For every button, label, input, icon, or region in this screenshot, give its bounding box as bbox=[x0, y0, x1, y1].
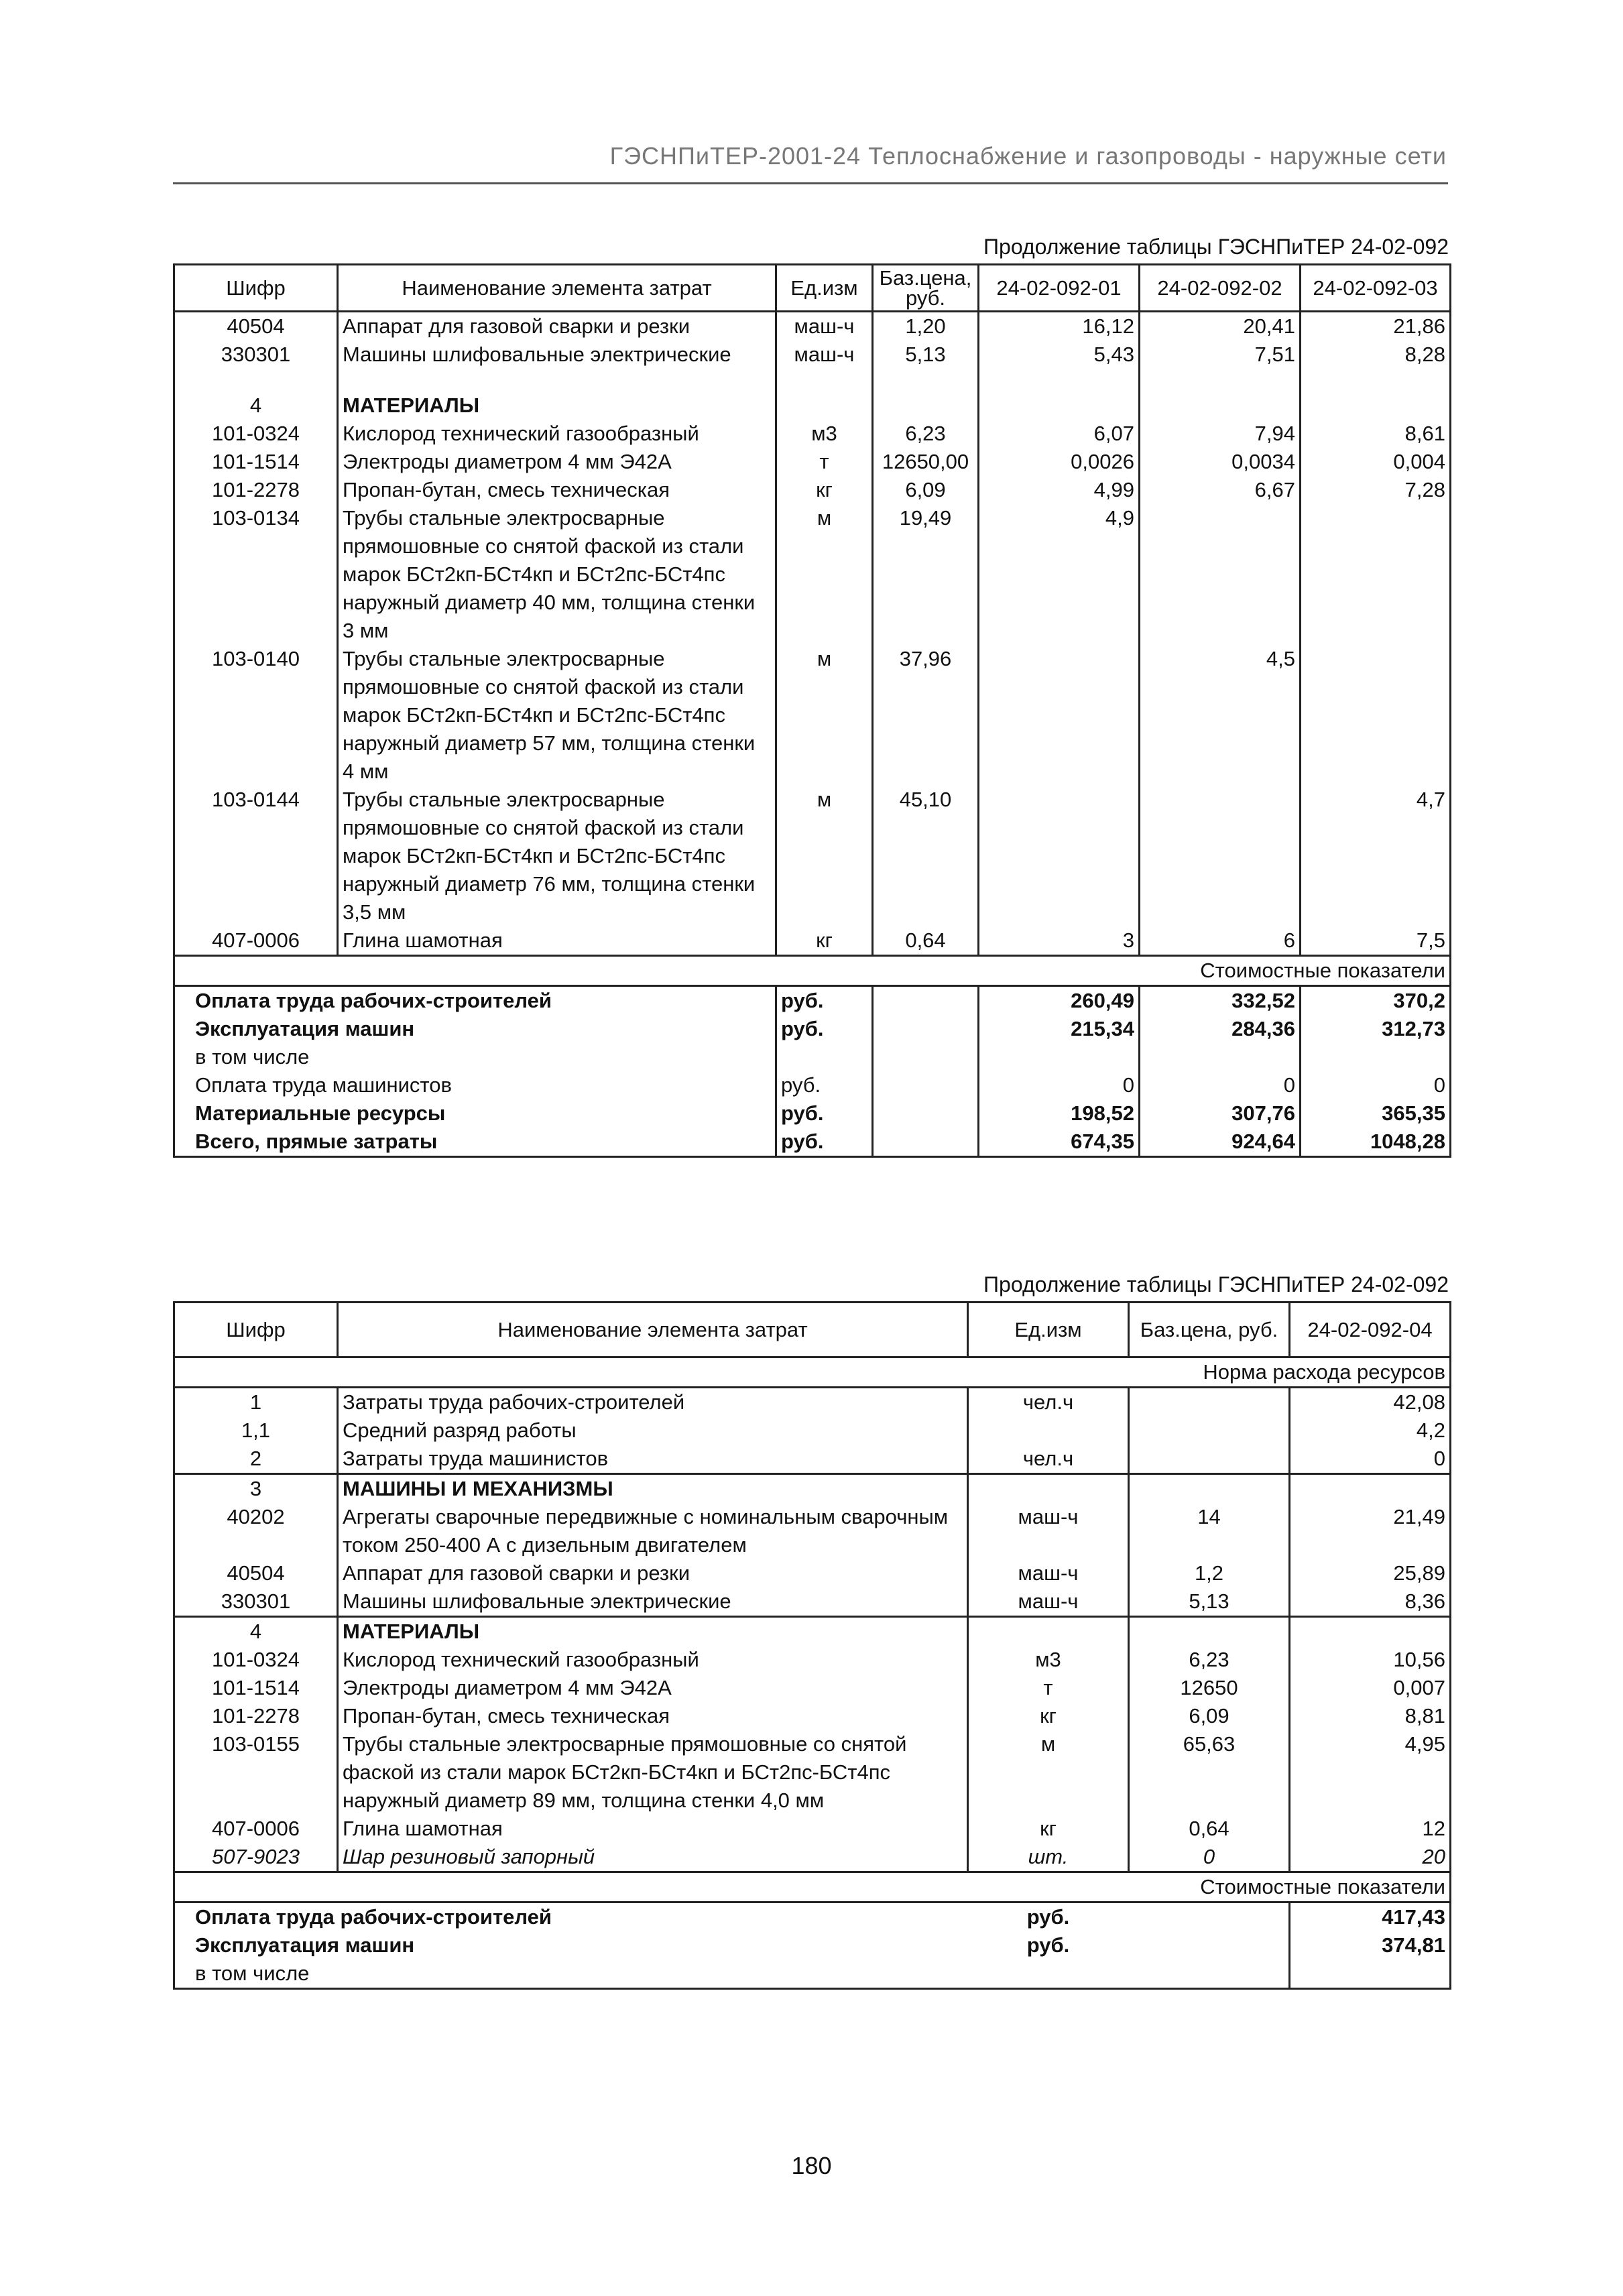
cost-unit: руб. bbox=[776, 1128, 873, 1157]
header-col1: 24-02-092-01 bbox=[979, 265, 1140, 312]
row-name: Средний разряд работы bbox=[338, 1416, 968, 1445]
spacer-row bbox=[174, 369, 1451, 391]
row-code: 2 bbox=[174, 1445, 338, 1474]
row-unit bbox=[968, 1416, 1129, 1445]
row-unit: м bbox=[776, 504, 873, 645]
row-code: 101-2278 bbox=[174, 1702, 338, 1730]
table-row bbox=[174, 1674, 1451, 1702]
cost-name: Оплата труда рабочих-строителей bbox=[174, 986, 776, 1016]
row-unit: т bbox=[968, 1674, 1129, 1702]
row-code: 101-0324 bbox=[174, 420, 338, 448]
section-title: МАТЕРИАЛЫ bbox=[338, 391, 776, 420]
cost-name: Всего, прямые затраты bbox=[174, 1128, 776, 1157]
row-value-01: 5,43 bbox=[979, 341, 1140, 369]
cost-unit bbox=[968, 1959, 1129, 1989]
cost-value-02: 0 bbox=[1140, 1071, 1301, 1099]
row-value-04: 0 bbox=[1290, 1445, 1451, 1474]
row-code: 101-0324 bbox=[174, 1646, 338, 1674]
row-price: 5,13 bbox=[1129, 1587, 1290, 1617]
cost-value-02: 924,64 bbox=[1140, 1128, 1301, 1157]
table-row bbox=[174, 1388, 1451, 1417]
row-unit: маш-ч bbox=[968, 1559, 1129, 1587]
row-value-02: 20,41 bbox=[1140, 312, 1301, 341]
table1-caption: Продолжение таблицы ГЭСНПиТЕР 24-02-092 bbox=[983, 235, 1449, 259]
row-value-04: 25,89 bbox=[1290, 1559, 1451, 1587]
table2-header-row bbox=[174, 1303, 1451, 1357]
row-name: Трубы стальные электросварные прямошовные со снятой фаской из стали марок БСт2кп-БСт4кп и БСт2пс-БСт4пс наружный диаметр 57 мм, толщина стенки 4 мм bbox=[338, 645, 776, 786]
cost-name: Эксплуатация машин bbox=[174, 1015, 776, 1043]
cost-name: Материальные ресурсы bbox=[174, 1099, 776, 1128]
cost-unit: руб. bbox=[776, 1099, 873, 1128]
row-unit: м3 bbox=[776, 420, 873, 448]
cost-row bbox=[174, 1959, 1451, 1989]
row-code: 103-0140 bbox=[174, 645, 338, 786]
table-row bbox=[174, 1843, 1451, 1872]
header-code: Шифр bbox=[174, 1303, 338, 1357]
row-price: 1,20 bbox=[873, 312, 979, 341]
cost-value-03: 365,35 bbox=[1301, 1099, 1451, 1128]
cost-row bbox=[174, 1043, 1451, 1071]
row-name: Трубы стальные электросварные прямошовные со снятой фаской из стали марок БСт2кп-БСт4кп и БСт2пс-БСт4пс наружный диаметр 40 мм, толщина стенки 3 мм bbox=[338, 504, 776, 645]
row-price bbox=[1129, 1388, 1290, 1417]
table-row bbox=[174, 504, 1451, 645]
row-name: Глина шамотная bbox=[338, 1815, 968, 1843]
cost-value-04 bbox=[1290, 1959, 1451, 1989]
cost-name: в том числе bbox=[174, 1959, 968, 1989]
row-code: 101-2278 bbox=[174, 476, 338, 504]
row-code: 40504 bbox=[174, 312, 338, 341]
row-price: 0,64 bbox=[1129, 1815, 1290, 1843]
cost-value-03 bbox=[1301, 1043, 1451, 1071]
row-name: Кислород технический газообразный bbox=[338, 420, 776, 448]
row-price: 37,96 bbox=[873, 645, 979, 786]
table-row bbox=[174, 1815, 1451, 1843]
header-col4: 24-02-092-04 bbox=[1290, 1303, 1451, 1357]
row-unit: чел.ч bbox=[968, 1445, 1129, 1474]
row-value-02: 6 bbox=[1140, 926, 1301, 956]
row-price: 65,63 bbox=[1129, 1730, 1290, 1815]
cost-value-03: 312,73 bbox=[1301, 1015, 1451, 1043]
cost-value-01: 0 bbox=[979, 1071, 1140, 1099]
row-unit: м bbox=[776, 645, 873, 786]
cost-value-01: 674,35 bbox=[979, 1128, 1140, 1157]
row-unit: м bbox=[968, 1730, 1129, 1815]
table-row bbox=[174, 476, 1451, 504]
row-code: 330301 bbox=[174, 1587, 338, 1617]
row-name: Затраты труда машинистов bbox=[338, 1445, 968, 1474]
row-unit: кг bbox=[968, 1702, 1129, 1730]
row-name: Кислород технический газообразный bbox=[338, 1646, 968, 1674]
row-code: 330301 bbox=[174, 341, 338, 369]
row-value-04: 10,56 bbox=[1290, 1646, 1451, 1674]
section-code: 4 bbox=[174, 1617, 338, 1646]
norm-header: Норма расхода ресурсов bbox=[174, 1357, 1451, 1388]
row-name: Агрегаты сварочные передвижные с номинальным сварочным током 250-400 А с дизельным двигателем bbox=[338, 1503, 968, 1559]
table-row bbox=[174, 1730, 1451, 1815]
row-code: 507-9023 bbox=[174, 1843, 338, 1872]
row-code: 103-0134 bbox=[174, 504, 338, 645]
table-row bbox=[174, 786, 1451, 926]
table-row bbox=[174, 926, 1451, 956]
row-value-03 bbox=[1301, 504, 1451, 645]
row-price: 6,23 bbox=[1129, 1646, 1290, 1674]
cost-unit bbox=[776, 1043, 873, 1071]
section-row bbox=[174, 1474, 1451, 1504]
row-value-02: 7,51 bbox=[1140, 341, 1301, 369]
table2-caption: Продолжение таблицы ГЭСНПиТЕР 24-02-092 bbox=[983, 1272, 1449, 1296]
row-name: Машины шлифовальные электрические bbox=[338, 341, 776, 369]
cost-value-02 bbox=[1140, 1043, 1301, 1071]
row-code: 101-1514 bbox=[174, 1674, 338, 1702]
row-value-04: 20 bbox=[1290, 1843, 1451, 1872]
row-value-01: 3 bbox=[979, 926, 1140, 956]
row-unit: кг bbox=[776, 476, 873, 504]
row-price bbox=[1129, 1445, 1290, 1474]
row-value-01: 4,99 bbox=[979, 476, 1140, 504]
row-name: Пропан-бутан, смесь техническая bbox=[338, 1702, 968, 1730]
table-row bbox=[174, 1416, 1451, 1445]
row-value-03: 8,28 bbox=[1301, 341, 1451, 369]
cost-unit: руб. bbox=[776, 1071, 873, 1099]
row-value-03: 21,86 bbox=[1301, 312, 1451, 341]
table-row bbox=[174, 1503, 1451, 1559]
row-unit: м3 bbox=[968, 1646, 1129, 1674]
cost-value-03: 370,2 bbox=[1301, 986, 1451, 1016]
cost-unit: руб. bbox=[1026, 1933, 1070, 1957]
row-code: 40202 bbox=[174, 1503, 338, 1559]
cost-value-03: 1048,28 bbox=[1301, 1128, 1451, 1157]
row-name: Аппарат для газовой сварки и резки bbox=[338, 312, 776, 341]
table2 bbox=[173, 1301, 1451, 1990]
row-value-03: 0,004 bbox=[1301, 448, 1451, 476]
row-value-02: 4,5 bbox=[1140, 645, 1301, 786]
row-name: Электроды диаметром 4 мм Э42А bbox=[338, 448, 776, 476]
row-price: 12650,00 bbox=[873, 448, 979, 476]
row-value-02: 7,94 bbox=[1140, 420, 1301, 448]
cost-value-02: 307,76 bbox=[1140, 1099, 1301, 1128]
row-unit: м bbox=[776, 786, 873, 926]
row-price: 6,09 bbox=[1129, 1702, 1290, 1730]
cost-name: Эксплуатация машин bbox=[174, 1931, 968, 1959]
cost-row bbox=[174, 1015, 1451, 1043]
cost-row bbox=[174, 1128, 1451, 1157]
table-row bbox=[174, 1587, 1451, 1617]
row-price: 45,10 bbox=[873, 786, 979, 926]
row-price: 14 bbox=[1129, 1503, 1290, 1559]
row-code: 40504 bbox=[174, 1559, 338, 1587]
row-value-01: 16,12 bbox=[979, 312, 1140, 341]
cost-name: в том числе bbox=[174, 1043, 776, 1071]
row-name: Пропан-бутан, смесь техническая bbox=[338, 476, 776, 504]
row-code: 407-0006 bbox=[174, 926, 338, 956]
table-row bbox=[174, 1559, 1451, 1587]
cost-unit: руб. bbox=[776, 986, 873, 1016]
row-value-04: 21,49 bbox=[1290, 1503, 1451, 1559]
table-row bbox=[174, 448, 1451, 476]
row-value-02: 6,67 bbox=[1140, 476, 1301, 504]
header-col2: 24-02-092-02 bbox=[1140, 265, 1301, 312]
header-price: Баз.цена, руб. bbox=[1129, 1303, 1290, 1357]
row-unit: кг bbox=[776, 926, 873, 956]
row-code: 1,1 bbox=[174, 1416, 338, 1445]
row-value-01: 0,0026 bbox=[979, 448, 1140, 476]
table-row bbox=[174, 420, 1451, 448]
row-value-04: 8,36 bbox=[1290, 1587, 1451, 1617]
row-value-03: 7,5 bbox=[1301, 926, 1451, 956]
header-rule bbox=[173, 182, 1448, 184]
cost-header: Стоимостные показатели bbox=[174, 956, 1451, 986]
row-value-01: 4,9 bbox=[979, 504, 1140, 645]
row-value-04: 4,2 bbox=[1290, 1416, 1451, 1445]
cost-value-02: 332,52 bbox=[1140, 986, 1301, 1016]
row-value-03 bbox=[1301, 645, 1451, 786]
section-row bbox=[174, 391, 1451, 420]
row-code: 407-0006 bbox=[174, 1815, 338, 1843]
section-title: МАШИНЫ И МЕХАНИЗМЫ bbox=[338, 1474, 968, 1504]
row-code: 103-0155 bbox=[174, 1730, 338, 1815]
row-value-04: 4,95 bbox=[1290, 1730, 1451, 1815]
row-unit: маш-ч bbox=[776, 341, 873, 369]
row-value-03: 4,7 bbox=[1301, 786, 1451, 926]
cost-name: Оплата труда рабочих-строителей bbox=[174, 1902, 968, 1932]
cost-row bbox=[174, 1902, 1451, 1932]
row-price: 6,23 bbox=[873, 420, 979, 448]
cost-unit: руб. bbox=[776, 1015, 873, 1043]
row-unit: кг bbox=[968, 1815, 1129, 1843]
header-name: Наименование элемента затрат bbox=[338, 1303, 968, 1357]
cost-value-01: 260,49 bbox=[979, 986, 1140, 1016]
page-header-title: ГЭСНПиТЕР-2001-24 Теплоснабжение и газопроводы - наружные сети bbox=[609, 142, 1447, 170]
row-value-04: 12 bbox=[1290, 1815, 1451, 1843]
row-name: Затраты труда рабочих-строителей bbox=[338, 1388, 968, 1417]
table1-header-row bbox=[174, 265, 1451, 312]
row-name: Трубы стальные электросварные прямошовные со снятой фаской из стали марок БСт2кп-БСт4кп и БСт2пс-БСт4пс наружный диаметр 89 мм, толщина стенки 4,0 мм bbox=[338, 1730, 968, 1815]
row-unit: т bbox=[776, 448, 873, 476]
row-value-03: 7,28 bbox=[1301, 476, 1451, 504]
cost-value-01: 215,34 bbox=[979, 1015, 1140, 1043]
page-number: 180 bbox=[791, 2152, 832, 2179]
row-code: 101-1514 bbox=[174, 448, 338, 476]
row-unit: маш-ч bbox=[776, 312, 873, 341]
row-code: 103-0144 bbox=[174, 786, 338, 926]
row-name: Аппарат для газовой сварки и резки bbox=[338, 1559, 968, 1587]
row-unit: чел.ч bbox=[968, 1388, 1129, 1417]
norm-header-row bbox=[174, 1357, 1451, 1388]
cost-value-01 bbox=[979, 1043, 1140, 1071]
table1 bbox=[173, 263, 1451, 1158]
row-value-01 bbox=[979, 645, 1140, 786]
row-name: Трубы стальные электросварные прямошовные со снятой фаской из стали марок БСт2кп-БСт4кп и БСт2пс-БСт4пс наружный диаметр 76 мм, толщина стенки 3,5 мм bbox=[338, 786, 776, 926]
cost-unit: руб. bbox=[1026, 1905, 1070, 1929]
row-name: Глина шамотная bbox=[338, 926, 776, 956]
cost-row bbox=[174, 986, 1451, 1016]
table-row bbox=[174, 1702, 1451, 1730]
row-value-02 bbox=[1140, 504, 1301, 645]
row-price: 19,49 bbox=[873, 504, 979, 645]
row-price: 5,13 bbox=[873, 341, 979, 369]
header-unit: Ед.изм bbox=[776, 265, 873, 312]
row-price bbox=[1129, 1416, 1290, 1445]
row-value-02 bbox=[1140, 786, 1301, 926]
header-unit: Ед.изм bbox=[968, 1303, 1129, 1357]
section-code: 3 bbox=[174, 1474, 338, 1504]
cost-value-04: 417,43 bbox=[1290, 1902, 1451, 1932]
section-title: МАТЕРИАЛЫ bbox=[338, 1617, 968, 1646]
cost-row bbox=[174, 1099, 1451, 1128]
cost-value-03: 0 bbox=[1301, 1071, 1451, 1099]
row-value-03: 8,61 bbox=[1301, 420, 1451, 448]
row-value-02: 0,0034 bbox=[1140, 448, 1301, 476]
section-row bbox=[174, 1617, 1451, 1646]
cost-header: Стоимостные показатели bbox=[174, 1872, 1451, 1902]
row-name: Машины шлифовальные электрические bbox=[338, 1587, 968, 1617]
row-value-04: 0,007 bbox=[1290, 1674, 1451, 1702]
header-price: Баз.цена, руб. bbox=[873, 265, 979, 312]
table-row bbox=[174, 1646, 1451, 1674]
row-value-01 bbox=[979, 786, 1140, 926]
row-price: 0 bbox=[1129, 1843, 1290, 1872]
table-row bbox=[174, 341, 1451, 369]
cost-header-row bbox=[174, 1872, 1451, 1902]
table-row bbox=[174, 312, 1451, 341]
cost-value-01: 198,52 bbox=[979, 1099, 1140, 1128]
row-value-01: 6,07 bbox=[979, 420, 1140, 448]
header-name: Наименование элемента затрат bbox=[338, 265, 776, 312]
section-code: 4 bbox=[174, 391, 338, 420]
cost-row bbox=[174, 1931, 1451, 1959]
row-name: Электроды диаметром 4 мм Э42А bbox=[338, 1674, 968, 1702]
cost-header-row bbox=[174, 956, 1451, 986]
row-price: 12650 bbox=[1129, 1674, 1290, 1702]
row-price: 0,64 bbox=[873, 926, 979, 956]
row-value-04: 8,81 bbox=[1290, 1702, 1451, 1730]
row-unit: маш-ч bbox=[968, 1503, 1129, 1559]
cost-value-04: 374,81 bbox=[1290, 1931, 1451, 1959]
cost-row bbox=[174, 1071, 1451, 1099]
row-unit: маш-ч bbox=[968, 1587, 1129, 1617]
cost-value-02: 284,36 bbox=[1140, 1015, 1301, 1043]
row-name: Шар резиновый запорный bbox=[338, 1843, 968, 1872]
row-code: 1 bbox=[174, 1388, 338, 1417]
row-value-04: 42,08 bbox=[1290, 1388, 1451, 1417]
table-row bbox=[174, 1445, 1451, 1474]
table-row bbox=[174, 645, 1451, 786]
row-price: 6,09 bbox=[873, 476, 979, 504]
header-code: Шифр bbox=[174, 265, 338, 312]
header-col3: 24-02-092-03 bbox=[1301, 265, 1451, 312]
row-price: 1,2 bbox=[1129, 1559, 1290, 1587]
row-unit: шт. bbox=[968, 1843, 1129, 1872]
cost-name: Оплата труда машинистов bbox=[174, 1071, 776, 1099]
